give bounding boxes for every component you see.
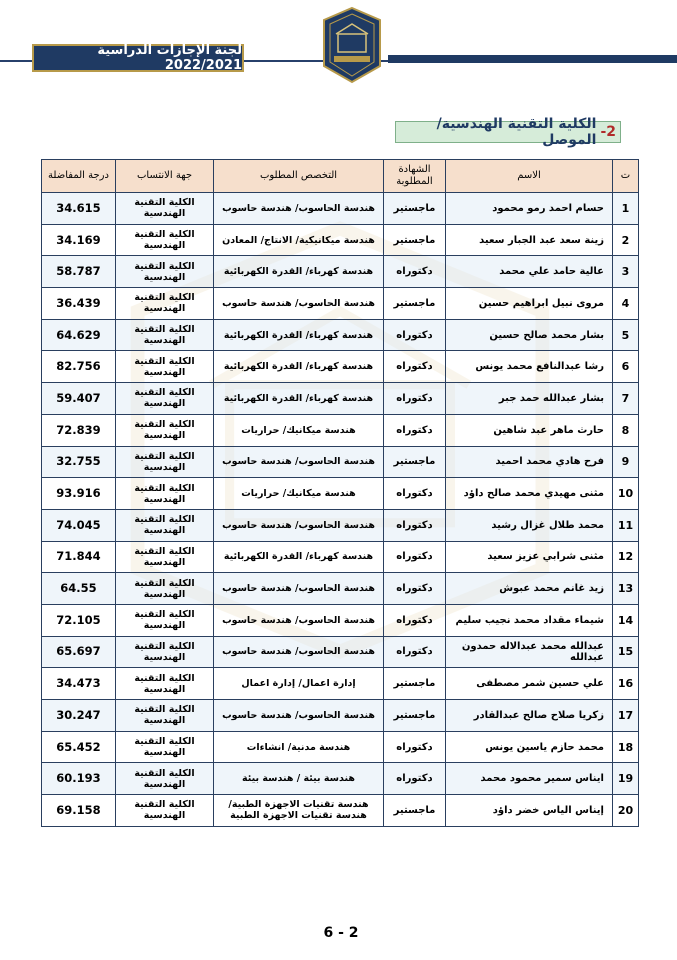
cell-degree: دكتوراه [384,256,446,288]
cell-name: فرح هادي محمد احميد [446,446,613,478]
cell-score: 65.452 [42,731,116,763]
cell-score: 71.844 [42,541,116,573]
cell-name: شيماء مقداد محمد نجيب سليم [446,604,613,636]
table-row [42,763,639,795]
cell-name: حارث ماهر عبد شاهين [446,414,613,446]
table-row [42,668,639,700]
cell-index: 7 [613,383,639,415]
table-row [42,193,639,225]
cell-name: بشار محمد صالح حسين [446,319,613,351]
cell-specialty: هندسة ميكانيك/ حراريات [214,478,384,510]
cell-degree: دكتوراه [384,478,446,510]
cell-specialty: هندسة الحاسوب/ هندسة حاسوب [214,288,384,320]
table-row [42,700,639,732]
cell-specialty: هندسة الحاسوب/ هندسة حاسوب [214,636,384,668]
cell-name: عالية حامد علي محمد [446,256,613,288]
table-row [42,224,639,256]
table-row [42,478,639,510]
cell-name: مثنى مهيدي محمد صالح داؤد [446,478,613,510]
cell-name: محمد حازم ياسين يونس [446,731,613,763]
cell-affiliation: الكلية التقنية الهندسية [116,319,214,351]
cell-degree: ماجستير [384,446,446,478]
cell-name: علي حسين شمر مصطفى [446,668,613,700]
page-number: 6 - 2 [323,925,359,941]
cell-name: ايناس سمير محمود محمد [446,763,613,795]
cell-name: رشا عبدالنافع محمد يونس [446,351,613,383]
cell-index: 12 [613,541,639,573]
cell-specialty: هندسة كهرباء/ القدرة الكهربائية [214,351,384,383]
cell-degree: ماجستير [384,193,446,225]
cell-specialty: هندسة كهرباء/ القدرة الكهربائية [214,256,384,288]
col-header-index: ت [613,160,639,193]
cell-affiliation: الكلية التقنية الهندسية [116,509,214,541]
cell-affiliation: الكلية التقنية الهندسية [116,731,214,763]
cell-score: 74.045 [42,509,116,541]
table-row [42,795,639,827]
cell-score: 58.787 [42,256,116,288]
cell-specialty: هندسة مدنية/ انشاءات [214,731,384,763]
cell-index: 3 [613,256,639,288]
cell-degree: دكتوراه [384,541,446,573]
cell-affiliation: الكلية التقنية الهندسية [116,541,214,573]
cell-index: 4 [613,288,639,320]
cell-score: 34.473 [42,668,116,700]
cell-specialty: هندسة كهرباء/ القدرة الكهربائية [214,541,384,573]
candidates-table [41,159,639,827]
cell-index: 13 [613,573,639,605]
cell-specialty: هندسة كهرباء/ القدرة الكهربائية [214,319,384,351]
cell-index: 18 [613,731,639,763]
cell-specialty: هندسة الحاسوب/ هندسة حاسوب [214,446,384,478]
cell-affiliation: الكلية التقنية الهندسية [116,763,214,795]
cell-specialty: هندسة الحاسوب/ هندسة حاسوب [214,700,384,732]
table-row [42,351,639,383]
col-header-specialty: التخصص المطلوب [214,160,384,193]
cell-affiliation: الكلية التقنية الهندسية [116,256,214,288]
cell-degree: دكتوراه [384,573,446,605]
cell-name: حسام احمد رمو محمود [446,193,613,225]
cell-specialty: هندسة ميكانيكية/ الانتاج/ المعادن [214,224,384,256]
cell-score: 36.439 [42,288,116,320]
table-row [42,541,639,573]
table-row [42,604,639,636]
cell-affiliation: الكلية التقنية الهندسية [116,478,214,510]
cell-score: 30.247 [42,700,116,732]
cell-score: 65.697 [42,636,116,668]
cell-name: إيناس الياس خضر داؤد [446,795,613,827]
cell-index: 10 [613,478,639,510]
cell-name: مثنى شرابي عزيز سعيد [446,541,613,573]
cell-affiliation: الكلية التقنية الهندسية [116,193,214,225]
cell-index: 15 [613,636,639,668]
cell-degree: دكتوراه [384,636,446,668]
cell-score: 64.629 [42,319,116,351]
cell-specialty: هندسة بيئة / هندسة بيئة [214,763,384,795]
cell-specialty: هندسة تقنيات الاجهزة الطبية/ هندسة تقنيات الاجهزة الطبية [214,795,384,827]
table-row [42,731,639,763]
table-row [42,383,639,415]
cell-score: 34.615 [42,193,116,225]
cell-score: 72.105 [42,604,116,636]
cell-affiliation: الكلية التقنية الهندسية [116,383,214,415]
cell-index: 11 [613,509,639,541]
cell-degree: دكتوراه [384,383,446,415]
header-title: لجنة الإجازات الدراسية 2022/2021 [32,44,244,72]
cell-affiliation: الكلية التقنية الهندسية [116,636,214,668]
cell-index: 2 [613,224,639,256]
table-row [42,573,639,605]
cell-index: 5 [613,319,639,351]
table-row [42,319,639,351]
cell-affiliation: الكلية التقنية الهندسية [116,795,214,827]
cell-specialty: هندسة الحاسوب/ هندسة حاسوب [214,193,384,225]
cell-affiliation: الكلية التقنية الهندسية [116,351,214,383]
cell-index: 6 [613,351,639,383]
cell-degree: دكتوراه [384,731,446,763]
cell-score: 69.158 [42,795,116,827]
table-header-row [42,160,639,193]
cell-index: 17 [613,700,639,732]
table-row [42,509,639,541]
cell-specialty: هندسة الحاسوب/ هندسة حاسوب [214,573,384,605]
cell-index: 16 [613,668,639,700]
cell-score: 82.756 [42,351,116,383]
cell-index: 19 [613,763,639,795]
table-row [42,414,639,446]
cell-specialty: هندسة الحاسوب/ هندسة حاسوب [214,509,384,541]
cell-affiliation: الكلية التقنية الهندسية [116,414,214,446]
cell-degree: دكتوراه [384,351,446,383]
cell-score: 64.55 [42,573,116,605]
table-row [42,288,639,320]
cell-affiliation: الكلية التقنية الهندسية [116,668,214,700]
section-number: 2- [600,124,616,140]
cell-specialty: هندسة الحاسوب/ هندسة حاسوب [214,604,384,636]
cell-name: محمد طلال غزال رشيد [446,509,613,541]
cell-degree: دكتوراه [384,509,446,541]
cell-index: 1 [613,193,639,225]
cell-affiliation: الكلية التقنية الهندسية [116,573,214,605]
cell-degree: دكتوراه [384,604,446,636]
cell-name: زينة سعد عبد الجبار سعيد [446,224,613,256]
cell-affiliation: الكلية التقنية الهندسية [116,288,214,320]
cell-degree: ماجستير [384,668,446,700]
cell-index: 14 [613,604,639,636]
table-row [42,446,639,478]
cell-affiliation: الكلية التقنية الهندسية [116,446,214,478]
cell-specialty: هندسة كهرباء/ القدرة الكهربائية [214,383,384,415]
cell-name: زكريا صلاح صالح عبدالقادر [446,700,613,732]
cell-name: مروى نبيل ابراهيم حسين [446,288,613,320]
cell-degree: ماجستير [384,795,446,827]
cell-name: زيد غانم محمد عبوش [446,573,613,605]
cell-degree: دكتوراه [384,319,446,351]
cell-specialty: هندسة ميكانيك/ حراريات [214,414,384,446]
cell-degree: دكتوراه [384,414,446,446]
cell-name: عبدالله محمد عبدالاله حمدون عبدالله [446,636,613,668]
col-header-name: الاسم [446,160,613,193]
cell-score: 60.193 [42,763,116,795]
cell-degree: دكتوراه [384,763,446,795]
cell-index: 20 [613,795,639,827]
header-bar-right [388,55,677,63]
cell-name: بشار عبدالله حمد جبر [446,383,613,415]
cell-score: 34.169 [42,224,116,256]
table-row [42,256,639,288]
col-header-score: درجة المفاضلة [42,160,116,193]
university-logo [320,6,384,84]
cell-degree: ماجستير [384,224,446,256]
cell-degree: ماجستير [384,700,446,732]
section-title-text: الكلية التقنية الهندسية/ الموصل [436,116,597,148]
cell-affiliation: الكلية التقنية الهندسية [116,700,214,732]
cell-score: 72.839 [42,414,116,446]
cell-degree: ماجستير [384,288,446,320]
section-title [395,116,621,148]
cell-score: 93.916 [42,478,116,510]
cell-score: 32.755 [42,446,116,478]
cell-score: 59.407 [42,383,116,415]
table-row [42,636,639,668]
col-header-degree: الشهادة المطلوبة [384,160,446,193]
cell-index: 9 [613,446,639,478]
cell-index: 8 [613,414,639,446]
cell-affiliation: الكلية التقنية الهندسية [116,224,214,256]
cell-affiliation: الكلية التقنية الهندسية [116,604,214,636]
cell-specialty: إدارة اعمال/ إدارة اعمال [214,668,384,700]
col-header-affiliation: جهة الانتساب [116,160,214,193]
